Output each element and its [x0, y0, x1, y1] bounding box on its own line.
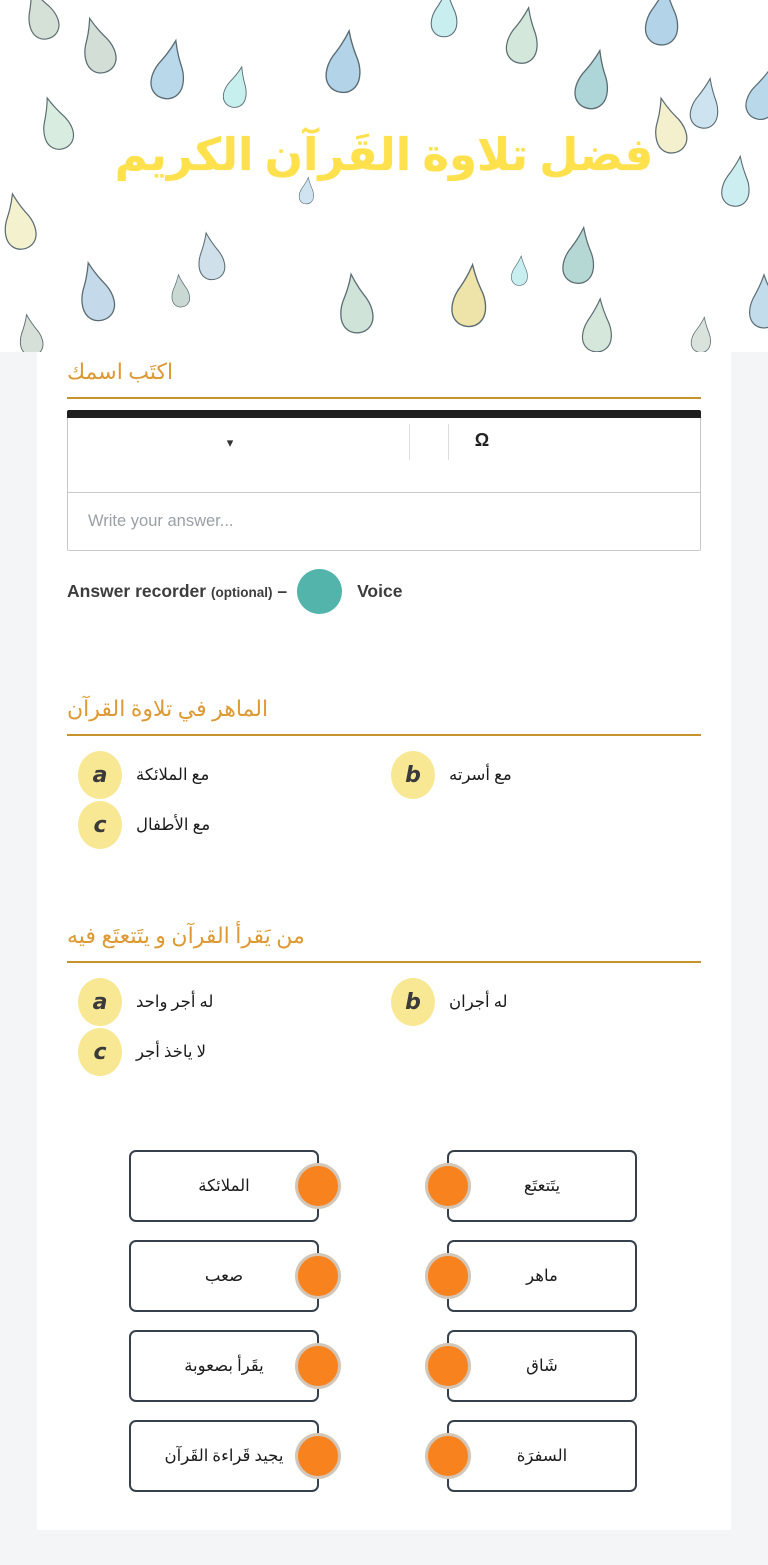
- match-card-right: [447, 1240, 637, 1312]
- option-c: [67, 1027, 380, 1077]
- matching-exercise: [67, 1150, 701, 1492]
- match-connector-dot[interactable]: [295, 1163, 341, 1209]
- option-c-button[interactable]: c: [78, 1028, 122, 1076]
- option-b-text: له أجران: [449, 992, 508, 1011]
- match-right-text: شَاق: [526, 1356, 558, 1375]
- question-2-title: من يَقرأ القرآن و يتَتعتَع فيه: [67, 923, 305, 948]
- question-2: [67, 916, 701, 1077]
- match-connector-dot[interactable]: [425, 1253, 471, 1299]
- worksheet-card: [37, 352, 731, 1530]
- option-b-button[interactable]: b: [391, 978, 435, 1026]
- match-left-text: يجيد قَراءة القَرآن: [164, 1446, 284, 1465]
- option-a-text: له أجر واحد: [136, 992, 214, 1011]
- match-card-left: [129, 1420, 319, 1492]
- match-left-text: يقَرأ بصعوبة: [184, 1356, 264, 1375]
- match-left-text: صعب: [204, 1266, 244, 1285]
- match-left-text: الملائكة: [198, 1176, 250, 1195]
- option-b: [380, 750, 512, 800]
- match-card-right: [447, 1420, 637, 1492]
- option-c-text: لا ياخذ أجر: [136, 1042, 207, 1061]
- option-a: [67, 977, 380, 1027]
- voice-record-button[interactable]: [297, 569, 342, 614]
- match-connector-dot[interactable]: [295, 1253, 341, 1299]
- match-right-text: يتَتعتَع: [523, 1176, 561, 1195]
- answer-recorder-label: Answer recorder (optional) –: [67, 580, 288, 601]
- question-2-options: [67, 977, 701, 1077]
- match-card-left: [129, 1150, 319, 1222]
- answer-recorder-row: [67, 568, 701, 614]
- answer-input[interactable]: [68, 493, 700, 550]
- answer-editor: [67, 410, 701, 551]
- question-underline: [67, 397, 701, 399]
- match-card-right: [447, 1330, 637, 1402]
- option-a: [67, 750, 380, 800]
- option-c: [67, 800, 380, 850]
- match-right-text: ماهر: [526, 1266, 558, 1285]
- worksheet-title: فضل تلاوة القَرآن الكريم: [114, 130, 654, 180]
- match-connector-dot[interactable]: [425, 1433, 471, 1479]
- option-a-button[interactable]: a: [78, 751, 122, 799]
- format-dropdown-icon[interactable]: ▾: [216, 432, 244, 454]
- option-c-text: مع الأطفال: [136, 815, 211, 834]
- option-a-button[interactable]: a: [78, 978, 122, 1026]
- editor-top-bar: [67, 410, 701, 418]
- optional-label: (optional): [210, 584, 273, 600]
- question-underline: [67, 734, 701, 736]
- match-row: [67, 1420, 701, 1492]
- match-connector-dot[interactable]: [295, 1343, 341, 1389]
- match-row: [67, 1240, 701, 1312]
- match-right-text: السفرَة: [516, 1446, 568, 1465]
- special-characters-icon[interactable]: Ω: [466, 426, 498, 454]
- question-underline: [67, 961, 701, 963]
- match-row: [67, 1150, 701, 1222]
- option-a-text: مع الملائكة: [136, 765, 210, 784]
- worksheet-header: [0, 0, 768, 352]
- question-1-options: [67, 750, 701, 850]
- editor-toolbar: [68, 418, 700, 493]
- match-card-right: [447, 1150, 637, 1222]
- match-connector-dot[interactable]: [425, 1343, 471, 1389]
- match-card-left: [129, 1330, 319, 1402]
- voice-label: Voice: [357, 580, 403, 601]
- match-card-left: [129, 1240, 319, 1312]
- question-1: [67, 689, 701, 850]
- match-connector-dot[interactable]: [425, 1163, 471, 1209]
- option-b-text: مع أسرته: [449, 765, 512, 784]
- dash-separator: –: [277, 580, 288, 601]
- toolbar-divider: [448, 424, 449, 460]
- option-b-button[interactable]: b: [391, 751, 435, 799]
- option-c-button[interactable]: c: [78, 801, 122, 849]
- match-connector-dot[interactable]: [295, 1433, 341, 1479]
- toolbar-divider: [409, 424, 410, 460]
- match-row: [67, 1330, 701, 1402]
- question-1-title: الماهر في تلاوة القرآن: [67, 696, 269, 721]
- answer-input-placeholder: Write your answer...: [88, 512, 234, 530]
- option-b: [380, 977, 508, 1027]
- name-question-title: اكتَب اسمك: [67, 359, 174, 384]
